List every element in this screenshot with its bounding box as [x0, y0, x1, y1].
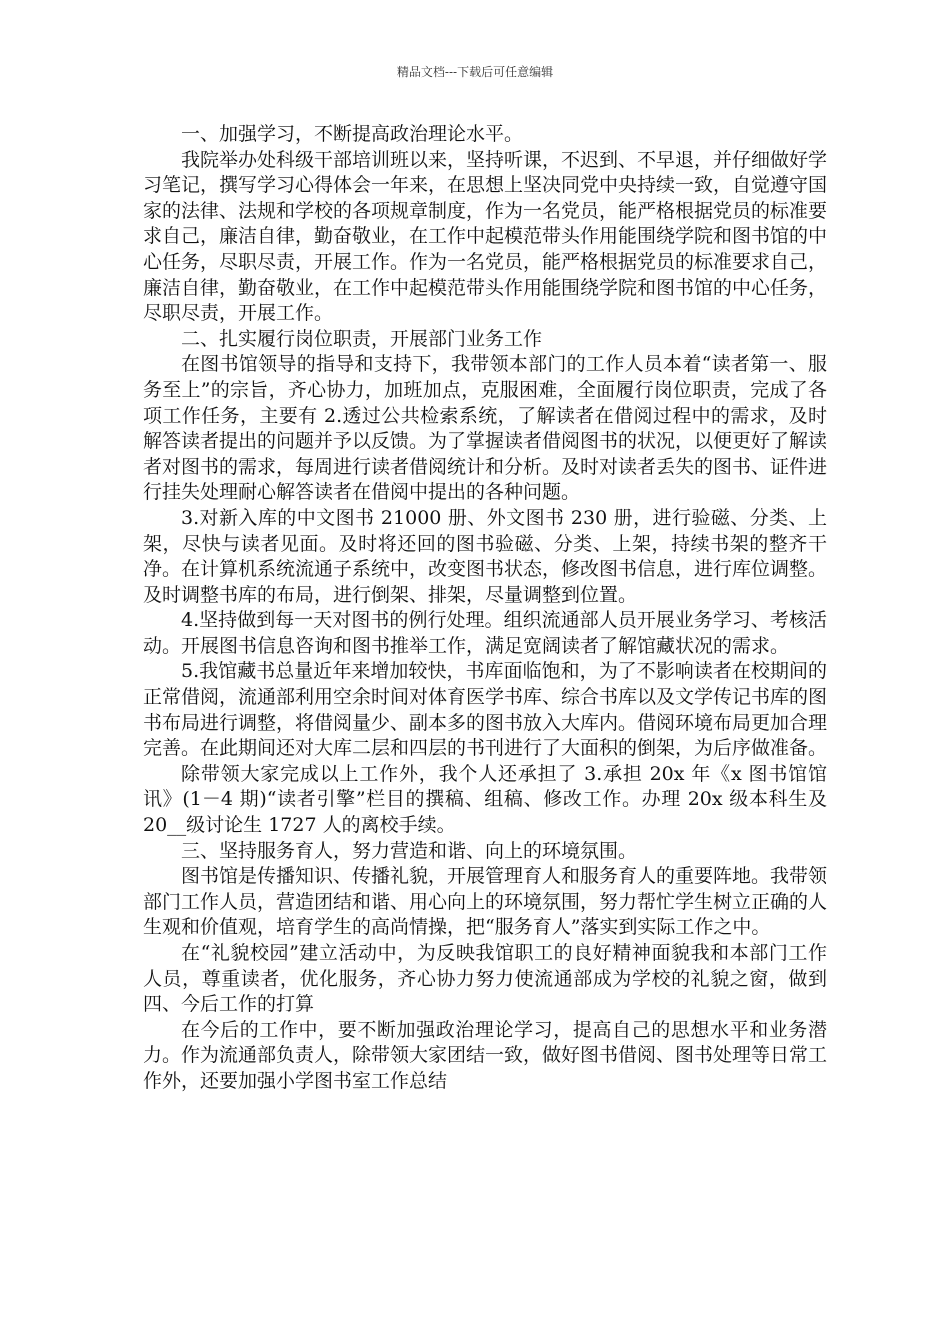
paragraph-library-role: 图书馆是传播知识、传播礼貌，开展管理育人和服务育人的重要阵地。我带领部门工作人员，营造团结和谐、用心向上的环境氛围，努力帮忙学生树立正确的人生观和价值观，培育学生的高尚情操，把“服务育人”落实到实际工作之中。	[143, 865, 828, 939]
page-header: 精品文档---下载后可任意编辑	[396, 65, 554, 79]
paragraph-item-5: 5.我馆藏书总量近年来增加较快，书库面临饱和，为了不影响读者在校期间的正常借阅，流通部利用空余时间对体育医学书库、综合书库以及文学传记书库的图书布局进行调整，将借阅量少、副本多的图书放入大库内。借阅环境布局更加合理完善。在此期间还对大库二层和四层的书刊进行了大面积的倒架，为后序做准备。	[143, 660, 828, 760]
paragraph-extra-work: 除带领大家完成以上工作外，我个人还承担了 3.承担 20x 年《x 图书馆馆讯》(1－4 期)“读者引擎”栏目的撰稿、组稿、修改工作。办理 20x 级本科生及 20__级讨论生 1727 人的离校手续。	[143, 762, 827, 837]
heading-section-2: 二、扎实履行岗位职责，开展部门业务工作	[181, 327, 543, 350]
paragraph-item-4: 4.坚持做到每一天对图书的例行处理。组织流通部人员开展业务学习、考核活动。开展图书信息咨询和图书推举工作，满足宽阔读者了解馆藏状况的需求。	[143, 609, 827, 657]
paragraph-duties: 在图书馆领导的指导和支持下，我带领本部门的工作人员本着“读者第一、服务至上”的宗旨，齐心协力，加班加点，克服困难，全面履行岗位职责，完成了各项工作任务，主要有 2.透过公共检索系统，了解读者在借阅过程中的需求，及时解答读者提出的问题并予以反馈。为了掌握读者借阅图书的状况，以便更好了解读者对图书的需求，每周进行读者借阅统计和分析。及时对读者丢失的图书、证件进行挂失处理耐心解答读者在借阅中提出的各种问题。	[143, 353, 828, 504]
paragraph-item-3: 3.对新入库的中文图书 21000 册、外文图书 230 册，进行验磁、分类、上架，尽快与读者见面。及时将还回的图书验磁、分类、上架，持续书架的整齐干净。在计算机系统流通子系统中，改变图书状态，修改图书信息，进行库位调整。及时调整书库的布局，进行倒架、排架，尽量调整到位置。	[143, 506, 828, 606]
paragraph-civility-campaign: 在“礼貌校园”建立活动中，为反映我馆职工的良好精神面貌我和本部门工作人员，尊重读者，优化服务，齐心协力努力使流通部成为学校的礼貌之窗，做到四、今后工作的打算	[143, 942, 827, 1016]
document-body	[143, 122, 827, 1095]
paragraph-study: 我院举办处科级干部培训班以来，坚持听课，不迟到、不早退，并仔细做好学习笔记，撰写学习心得体会一年来，在思想上坚决同党中央持续一致，自觉遵守国家的法律、法规和学校的各项规章制度，作为一名党员，能严格根据党员的标准要求自己，廉洁自律，勤奋敬业，在工作中起模范带头作用能围绕学院和图书馆的中心任务，尽职尽责，开展工作。作为一名党员，能严格根据党员的标准要求自己，廉洁自律，勤奋敬业，在工作中起模范带头作用能围绕学院和图书馆的中心任务，尽职尽责，开展工作。	[143, 148, 828, 325]
heading-section-1: 一、加强学习，不断提高政治理论水平。	[181, 123, 524, 145]
heading-section-3: 三、坚持服务育人，努力营造和谐、向上的环境氛围。	[181, 839, 638, 862]
paragraph-future-plans: 在今后的工作中，要不断加强政治理论学习，提高自己的思想水平和业务潜力。作为流通部负责人，除带领大家团结一致，做好图书借阅、图书处理等日常工作外，还要加强小学图书室工作总结	[143, 1018, 828, 1092]
